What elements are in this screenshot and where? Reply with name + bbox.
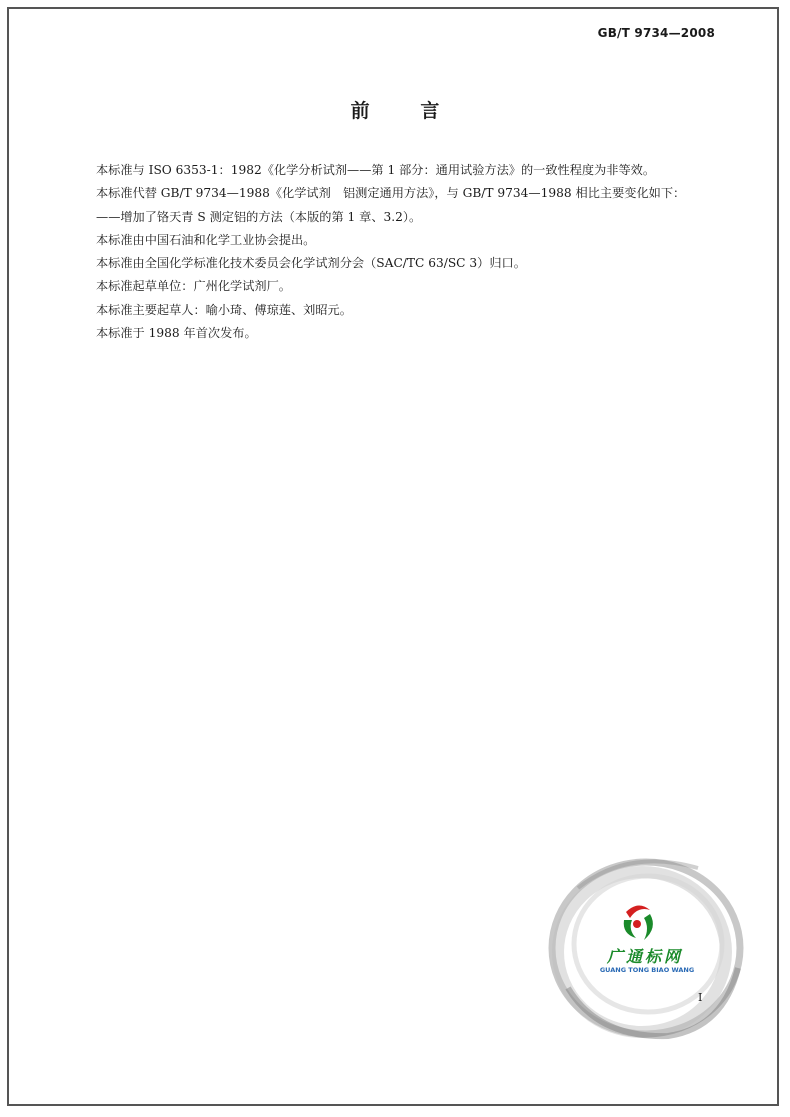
paragraph-drafting-unit: 本标准起草单位：广州化学试剂厂。 <box>96 279 291 294</box>
paragraph-replaces: 本标准代替 GB/T 9734—1988《化学试剂 铝测定通用方法》，与 GB/T 9734—1988 相比主要变化如下： <box>96 186 686 201</box>
preface-body <box>72 159 722 345</box>
paragraph-equivalence: 本标准与 ISO 6353-1：1982《化学分析试剂——第 1 部分：通用试验方法》的一致性程度为非等效。 <box>96 163 656 177</box>
page-number: I <box>698 991 703 1004</box>
paragraph-change-item: ——增加了铬天青 S 测定铝的方法（本版的第 1 章、3.2）。 <box>96 209 422 224</box>
paragraph-drafters: 本标准主要起草人：喻小琦、傅琼莲、刘昭元。 <box>96 302 352 317</box>
watermark-pinyin: GUANG TONG BIAO WANG <box>599 966 695 974</box>
emblem-icon <box>624 905 653 940</box>
title-char-1: 前 <box>350 100 370 122</box>
paragraph-first-issued: 本标准于 1988 年首次发布。 <box>96 326 257 341</box>
paragraph-proposed-by: 本标准由中国石油和化学工业协会提出。 <box>96 232 316 247</box>
standard-code: GB/T 9734—2008 <box>597 26 715 40</box>
title-char-2: 言 <box>420 100 440 122</box>
paragraph-centralized-by: 本标准由全国化学标准化技术委员会化学试剂分会（SAC/TC 63/SC 3）归口。 <box>96 256 526 271</box>
watermark-name: 广通标网 <box>606 947 683 966</box>
page-title <box>0 96 790 123</box>
